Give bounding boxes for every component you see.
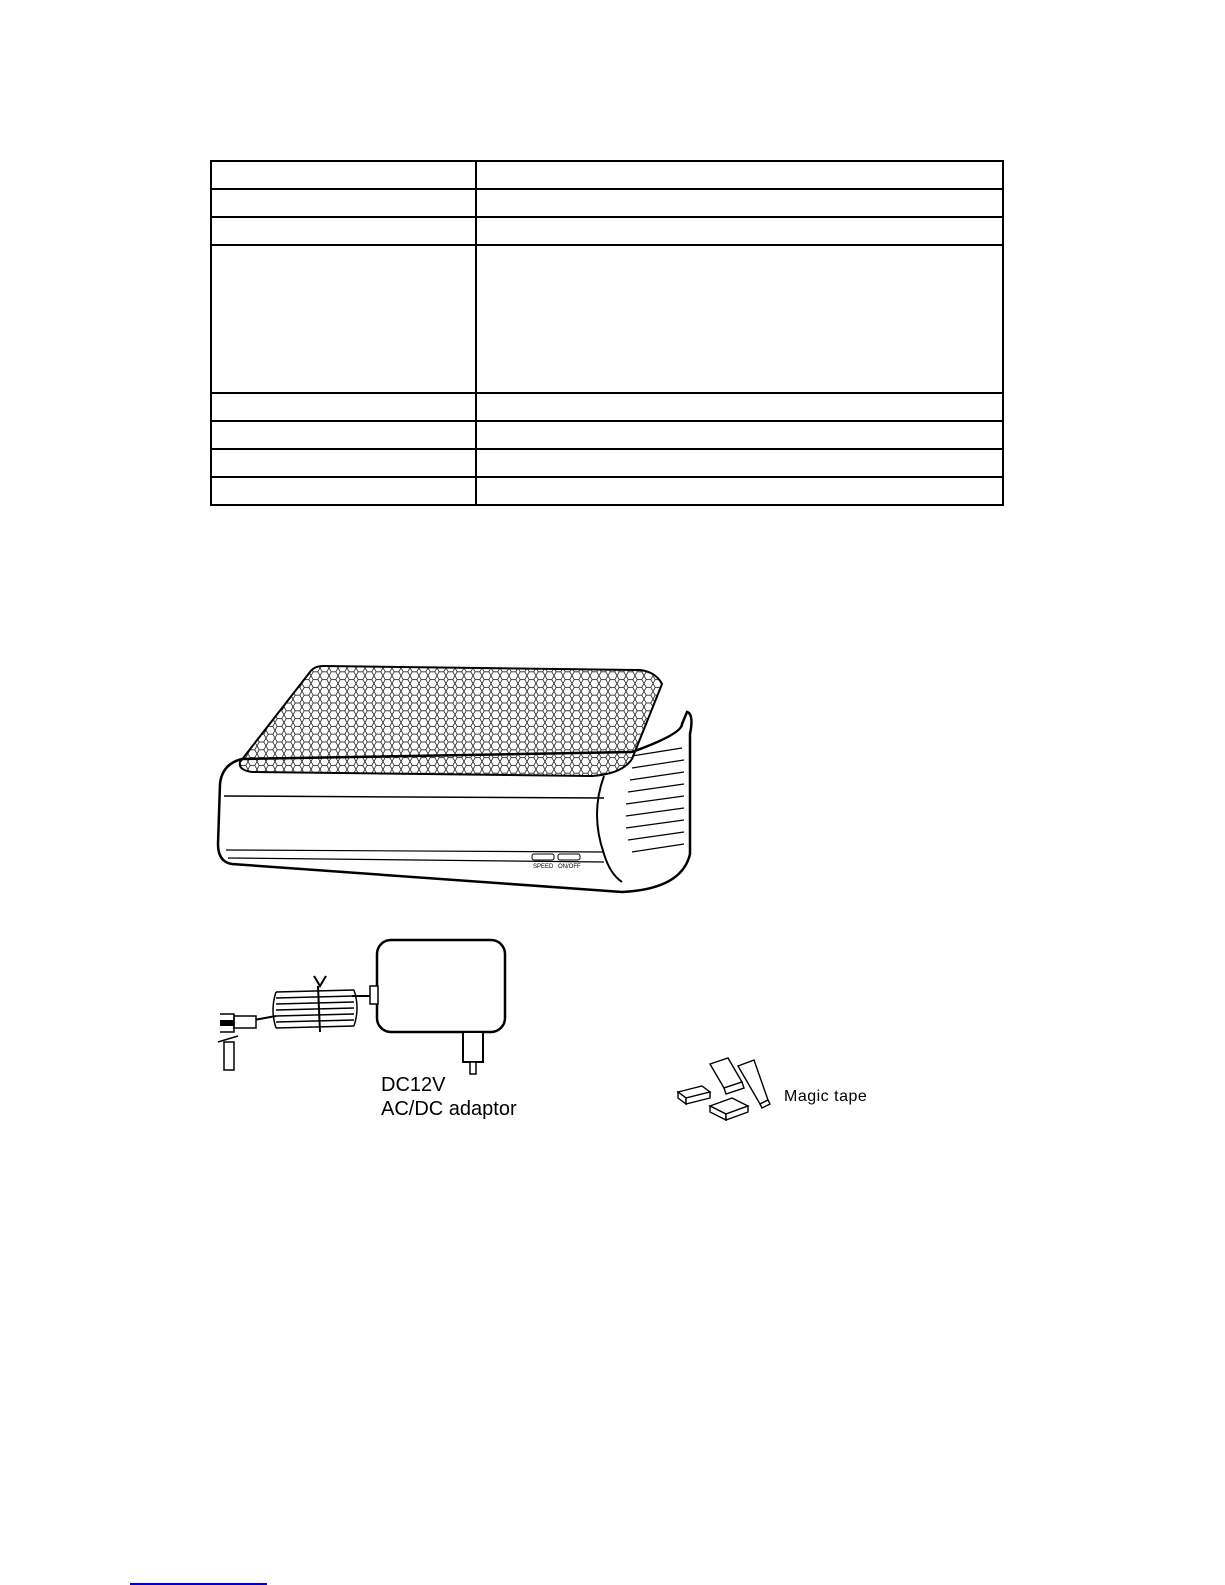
honeycomb-grille	[240, 666, 662, 776]
adaptor-voltage: DC12V	[381, 1074, 446, 1096]
table-cell-value	[476, 245, 1003, 393]
table-cell-value	[476, 161, 1003, 189]
table-cell-value	[476, 393, 1003, 421]
adaptor-illustration	[214, 936, 524, 1076]
table-cell-label	[211, 245, 476, 393]
table-row	[211, 161, 1003, 189]
table-row	[211, 217, 1003, 245]
adaptor-name: AC/DC adaptor	[381, 1098, 517, 1120]
table-cell-label	[211, 161, 476, 189]
table-row	[211, 421, 1003, 449]
table-row	[211, 245, 1003, 393]
table-cell-label	[211, 393, 476, 421]
table-cell-value	[476, 449, 1003, 477]
table-row	[211, 477, 1003, 505]
table-cell-value	[476, 477, 1003, 505]
table-cell-label	[211, 421, 476, 449]
speed-label: SPEED	[533, 864, 554, 870]
table-cell-label	[211, 477, 476, 505]
adaptor-caption	[381, 1073, 517, 1121]
speed-button	[532, 854, 554, 860]
table-cell-value	[476, 421, 1003, 449]
onoff-button	[558, 854, 580, 860]
magic-tape-label: Magic tape	[784, 1088, 868, 1105]
table-cell-value	[476, 217, 1003, 245]
table-cell-value	[476, 189, 1003, 217]
magic-tape-illustration	[676, 1052, 780, 1122]
onoff-label: ON/OFF	[558, 864, 581, 870]
spec-table	[210, 160, 1004, 506]
table-row	[211, 189, 1003, 217]
table-row	[211, 449, 1003, 477]
table-cell-label	[211, 449, 476, 477]
air-purifier-illustration	[212, 664, 697, 896]
table-row	[211, 393, 1003, 421]
table-cell-label	[211, 189, 476, 217]
table-cell-label	[211, 217, 476, 245]
